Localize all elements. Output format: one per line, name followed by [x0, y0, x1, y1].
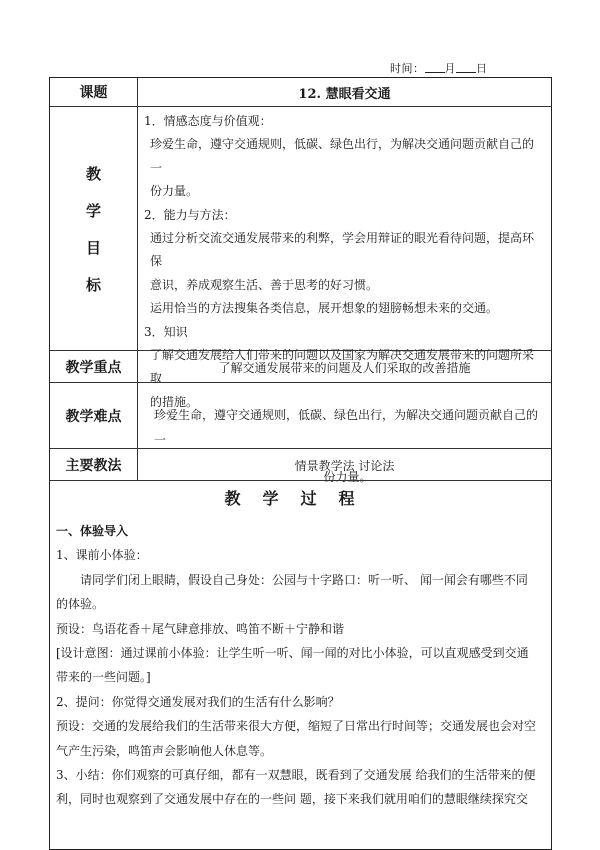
- process-line: 带来的一些问题。]: [56, 670, 151, 685]
- lesson-label: 课题: [50, 78, 138, 106]
- goals-label-char: 教: [85, 165, 101, 183]
- difficulty-line: 珍爱生命，遵守交通规则，低碳、绿色出行，为解决交通问题贡献自己的一: [154, 408, 539, 447]
- process-line: [设计意图：通过课前小体验：让学生听一听、闻一闻的对比小体验，可以直观感受到交通: [56, 646, 529, 661]
- goal-line: 2．能力与方法：: [144, 207, 236, 222]
- difficulty-label: 教学难点: [50, 383, 138, 449]
- goal-line: 1．情感态度与价值观：: [144, 114, 272, 128]
- lesson-title: 12. 慧眼看交通: [298, 86, 391, 102]
- process-line: 气产生污染，鸣笛声会影响他人休息等。: [56, 743, 273, 758]
- method-label: 主要教法: [50, 449, 138, 481]
- goal-line: 通过分析交流交通发展带来的利弊，学会用辩证的眼光看待问题，提高环保: [150, 231, 535, 269]
- section-heading: 一、体验导入: [56, 524, 129, 538]
- process-line: 预设：交通的发展给我们的生活带来很大方便，缩短了日常出行时间等；交通发展也会对空: [56, 719, 537, 734]
- day-blank: [456, 61, 476, 73]
- process-line: 请同学们闭上眼睛，假设自己身处：公园与十字路口：听一听、 闻一闻会有哪些不同: [80, 572, 528, 587]
- process-title: 教学过程: [224, 489, 377, 508]
- goal-line: 份力量。: [150, 184, 199, 199]
- process-line: 的体验。: [56, 597, 105, 612]
- goal-line: 的措施。: [150, 394, 199, 409]
- lesson-plan-table: [49, 77, 552, 850]
- date-line: [390, 60, 488, 76]
- process-line: 3、小结：你们观察的可真仔细，都有一双慧眼，既看到了交通发展 给我们的生活带来的便: [56, 768, 536, 783]
- goals-label-char: 学: [85, 202, 101, 220]
- goal-line: 3．知识: [144, 324, 188, 339]
- process-line: 预设：鸟语花香＋尾气肆意排放、鸣笛不断＋宁静和谐: [56, 621, 345, 636]
- month-label: 月: [444, 62, 456, 75]
- process-line: 1、课前小体验：: [56, 548, 148, 563]
- date-label: 时间：: [390, 62, 425, 75]
- goals-label: [50, 107, 138, 351]
- key-points-label: 教学重点: [50, 351, 138, 383]
- process-body: [50, 519, 551, 812]
- method-row: [50, 448, 551, 481]
- difficulty-line: 份力量。: [323, 470, 372, 484]
- process-line: 利，同时也观察到了交通发展中存在的一些问 题，接下来我们就用咱们的慧眼继续探究交: [56, 792, 528, 807]
- process-section: [50, 480, 551, 849]
- method-text: 情景教学法 讨论法: [294, 458, 395, 473]
- process-line: 2、提问：你觉得交通发展对我们的生活有什么影响？: [56, 694, 340, 709]
- goal-line: 了解交通发展给人们带来的问题以及国家为解决交通发展带来的问题所采取: [150, 348, 535, 386]
- key-points-row: [50, 350, 551, 383]
- goal-line: 运用恰当的方法搜集各类信息，展开想象的翅膀畅想未来的交通。: [150, 301, 499, 316]
- month-blank: [425, 61, 445, 73]
- day-label: 日: [476, 62, 488, 75]
- goal-line: 珍爱生命，遵守交通规则，低碳、绿色出行，为解决交通问题贡献自己的一: [150, 137, 535, 175]
- lesson-title-row: [50, 78, 551, 106]
- goal-line: 意识，养成观察生活、善于思考的好习惯。: [150, 277, 379, 292]
- goals-label-char: 目: [85, 239, 101, 257]
- goals-label-char: 标: [85, 276, 101, 294]
- key-points-text: 了解交通发展带来的问题及人们采取的改善措施: [218, 360, 471, 375]
